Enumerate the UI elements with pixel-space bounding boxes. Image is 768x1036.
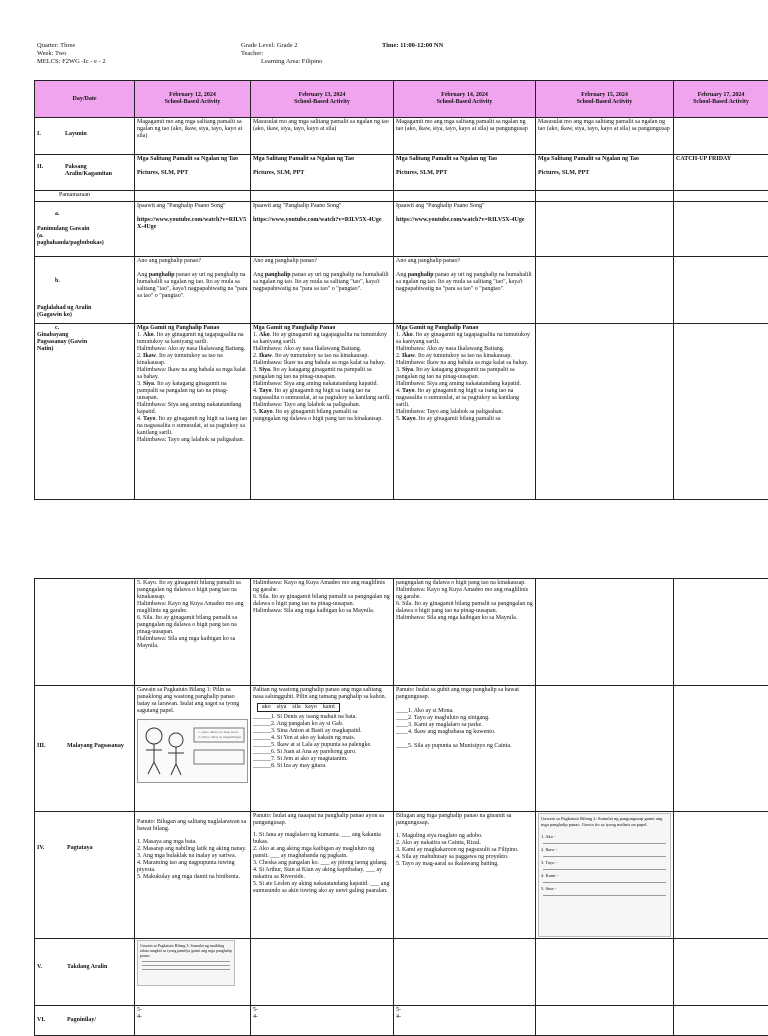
empty-cell bbox=[135, 191, 251, 202]
grade-level-label: Grade Level: Grade 2 bbox=[241, 42, 298, 50]
row-title: Panimulang Gawain (a. paghahanda/pagbubukas) bbox=[37, 226, 95, 247]
pamamaraan-text: Pamamaraan bbox=[59, 192, 90, 198]
paglalahad-cell-2 bbox=[251, 257, 394, 324]
malaya-instruction: Gawain sa Pagkatuto Bilang 1: Pilin sa panaklong ang wastong panghalip panao batay sa larawan. Isulat ang sagot sa iyong sagutang papel. bbox=[137, 687, 248, 715]
quarter-label: Quarter: Three bbox=[37, 42, 75, 50]
teacher-label: Teacher: bbox=[241, 50, 263, 58]
cont-line: 5. Kayo. Ito ay ginagamit bilang pamalit sa pangngalan ng dalawa o higit pang tao na kinakausap. bbox=[137, 580, 248, 601]
panimula-cell-1 bbox=[135, 202, 251, 257]
lesson-plan-table-continued bbox=[34, 578, 768, 1036]
row-number: V. bbox=[37, 964, 67, 971]
item-example: Halimbawa: Ikaw na ang bahala sa mga kalat sa bahay. bbox=[396, 360, 533, 367]
item-num: 3. bbox=[137, 381, 143, 387]
item-num: 2. bbox=[137, 353, 143, 359]
paksa-cell-2 bbox=[251, 155, 394, 191]
item-word: Ikaw bbox=[259, 353, 272, 359]
answer-line bbox=[543, 882, 666, 883]
reflection-value: 4- bbox=[253, 1014, 391, 1021]
usage-item bbox=[253, 388, 391, 402]
day-date: February 15, 2024 bbox=[538, 92, 671, 99]
item-example: Halimbawa: Tayo ang lalahok sa paligsahan. bbox=[253, 402, 391, 409]
children-drawing-icon bbox=[138, 720, 248, 780]
usage-item bbox=[253, 353, 391, 360]
reflection-value: 4- bbox=[396, 1014, 533, 1021]
usage-item bbox=[137, 416, 248, 437]
item-text: . Ito ay tumutukoy sa tao na kinakausap. bbox=[415, 353, 512, 359]
worksheet-item: 2. Ikaw - bbox=[541, 847, 668, 853]
day-sub: School-Based Activity bbox=[538, 99, 671, 106]
worksheet-title: Gawain sa Pagkatuto Bilang 2: Sumulat ng pangungusap gamit ang mga panghalip panao. Gawin ito sa iyong malinis na papel. bbox=[541, 816, 668, 828]
worksheet-image bbox=[538, 813, 671, 937]
def-keyword: panghalip bbox=[408, 272, 434, 278]
malaya-cell-2 bbox=[251, 686, 394, 812]
paksa-materials: Pictures, SLM, PPT bbox=[253, 170, 391, 177]
ginabayang-title: Mga Gamit ng Panghalip Panao bbox=[253, 325, 391, 332]
quiz-item: 5. Makukulay ang mga damit na binibenta. bbox=[137, 874, 248, 881]
panimula-instruction: Ipaawit ang "Panghalip Paano Song" bbox=[137, 203, 248, 210]
youtube-link[interactable]: https://www.youtube.com/watch?v=RILV5X-4Uge bbox=[253, 217, 391, 224]
empty-cell bbox=[536, 191, 674, 202]
item-text: . Ito ay ginagamit ng higit sa isang tao na nagsasalita o sumusulat, at sa pagtukoy sa kanilang sarili. bbox=[396, 388, 519, 408]
item-example: Halimbawa: Tayo ang lalahok sa paligsahan. bbox=[137, 437, 248, 444]
ginabayang-cell-3 bbox=[394, 324, 536, 500]
day-date: February 12, 2024 bbox=[137, 92, 248, 99]
item-num: 1. bbox=[253, 332, 259, 338]
item-word: Kayo bbox=[402, 416, 416, 422]
cont-line: Halimbawa: Kayo ng Kuya Amadeo mo ang maglilinis ng garahe. bbox=[137, 601, 248, 615]
item-text: . Ito ay ginagamit ng tagapagsalita na tumutukoy sa kaniyang sarili. bbox=[137, 332, 243, 345]
item-num: 3. bbox=[253, 367, 259, 373]
malaya-cell-1 bbox=[135, 686, 251, 812]
item-text: . Ito ay katagang ginagamit na pampalit sa pangalan ng tao na pinag-uusapan. bbox=[137, 381, 228, 401]
row-title: Layunin bbox=[65, 131, 87, 137]
lesson-plan-table bbox=[34, 80, 768, 500]
exercise-item: ____2. Tayo ay magluluto ng sinigang. bbox=[396, 715, 533, 722]
empty-cell bbox=[536, 257, 674, 324]
layunin-cell-4: Masusulat mo ang mga salitang pamalit sa ngalan ng tao (ako, ikaw, siya, tayo, kayo at sila) sa pangungusap bbox=[536, 118, 674, 155]
panimula-cell-2 bbox=[251, 202, 394, 257]
row-pagtataya-label bbox=[35, 812, 135, 939]
row-number: III. bbox=[37, 743, 67, 750]
quiz-item: 5. Tayo ay mag-aaral sa ikalawang baiting. bbox=[396, 861, 533, 868]
def-text: panao ay uri ng panghalip na humahalili sa ngalan ng tao. Ito ay mula sa salitang "tao", kaya't nagpapahiwatig na "para sa tao" o "pangtao". bbox=[137, 272, 247, 299]
panimula-instruction: Ipaawit ang "Panghalip Paano Song" bbox=[253, 203, 391, 210]
melcs-label: MELCS: F2WG -Ic - e - 2 bbox=[37, 58, 106, 66]
item-word: Tayo bbox=[402, 388, 414, 394]
exercise-item: ____3. Kami ay maglalaro sa parke. bbox=[396, 722, 533, 729]
assignment-worksheet-image bbox=[137, 940, 235, 986]
day-header-2 bbox=[251, 81, 394, 118]
row-title: Paksang Aralin/Kagamitan bbox=[65, 164, 127, 178]
answer-line bbox=[543, 895, 666, 896]
row-title: Pagtataya bbox=[67, 845, 127, 852]
item-example: Halimbawa: Ikaw na ang bahala sa mga kalat sa bahay. bbox=[137, 367, 248, 381]
exercise-item: ______3. Sina Anton at Basti ay magkapatid. bbox=[253, 728, 391, 735]
empty-cell bbox=[674, 812, 768, 939]
answer-line bbox=[543, 843, 666, 844]
malaya-cell-3 bbox=[394, 686, 536, 812]
worksheet-item: 4. Kami - bbox=[541, 873, 668, 879]
pagninilay-cell-1 bbox=[135, 1006, 251, 1036]
usage-item bbox=[396, 353, 533, 360]
answer-line bbox=[543, 869, 666, 870]
catchup-friday-cell: CATCH-UP FRIDAY bbox=[674, 155, 768, 191]
time-label: Time: 11:00-12:00 NN bbox=[382, 42, 443, 50]
empty-cell bbox=[536, 939, 674, 1006]
exercise-item: ______8. Si Iza ay may gitara. bbox=[253, 763, 391, 770]
item-example: Halimbawa: Siya ang aming nakatatandang kapatid. bbox=[253, 381, 391, 388]
ginabayang-title: Mga Gamit ng Panghalip Panao bbox=[396, 325, 533, 332]
quiz-item: 4. Si Arthur, Stan at Kian ay aking kapitbahay. ___ ay nakatira sa Riverside. bbox=[253, 867, 391, 881]
paksa-cell-4 bbox=[536, 155, 674, 191]
cont-line: Halimbawa: Kayo ng Kuya Amadeo mo ang maglilinis ng garahe. bbox=[396, 587, 533, 601]
row-paglalahad-label bbox=[35, 257, 135, 324]
worksheet-item: 3. Tayo - bbox=[541, 860, 668, 866]
item-text: . Ito ay tumutukoy sa tao na kinakausap. bbox=[137, 353, 223, 366]
empty-cell bbox=[536, 202, 674, 257]
answer-line bbox=[142, 969, 230, 970]
item-example: Halimbawa: Siya ang aming nakatatandang kapatid. bbox=[137, 402, 248, 416]
quiz-item: 3. Cheska ang pangalan ko. ___ ay pitong taong gulang. bbox=[253, 860, 391, 867]
cont-line: Halimbawa: Sila ang mga kaibigan ko sa Maynila. bbox=[137, 636, 248, 650]
item-word: Tayo bbox=[259, 388, 271, 394]
empty-cell bbox=[251, 939, 394, 1006]
exercise-item: ______4. Si Yen at ako ay kakain ng mais. bbox=[253, 735, 391, 742]
paglalahad-question: Ano ang panghalip panao? bbox=[253, 258, 391, 265]
pagtataya-cell-3 bbox=[394, 812, 536, 939]
empty-cell bbox=[674, 257, 768, 324]
item-num: 2. bbox=[396, 353, 402, 359]
row-paksa-label bbox=[35, 155, 135, 191]
layunin-cell-3: Magagamit mo ang mga salitang pamalit sa ngalan ng tao (ako, ikaw, siya, tayo, kayo at sila) sa pangungusap bbox=[394, 118, 536, 155]
assignment-text: Gawain sa Pagkatuto Bilang 3: Sumulat ng maikling talata tungkol sa iyong pamilya gamit ang mga panghalip panao. bbox=[140, 943, 232, 958]
empty-cell bbox=[536, 686, 674, 812]
paglalahad-question: Ano ang panghalip panao? bbox=[137, 258, 248, 265]
def-keyword: panghalip bbox=[149, 272, 175, 278]
empty-cell bbox=[536, 1006, 674, 1036]
quiz-item: 5. Si ate Leslen ay aking nakatatandang kapatid. ___ ang sumusundo sa akin tuwing ako ay uuwi galing paaralan. bbox=[253, 881, 391, 895]
paksa-topic: Mga Salitang Pamalit sa Ngalan ng Tao bbox=[253, 156, 391, 163]
row-title: Pagninilay/ bbox=[67, 1017, 127, 1024]
pagtataya-cell-1 bbox=[135, 812, 251, 939]
paksa-cell-1 bbox=[135, 155, 251, 191]
quiz-item: 3. Kami ay magkakaroon ng pagsusulit sa Filipino. bbox=[396, 847, 533, 854]
empty-cell bbox=[674, 579, 768, 686]
paglalahad-definition bbox=[253, 272, 391, 293]
item-word: Ikaw bbox=[402, 353, 415, 359]
empty-cell bbox=[674, 1006, 768, 1036]
row-panimula-label bbox=[35, 202, 135, 257]
item-text: . Ito ay ginagamit bilang pamalit sa bbox=[416, 416, 501, 422]
week-label: Week: Two bbox=[37, 50, 66, 58]
quiz-item: 1. Maguling siya maglato ng adobo. bbox=[396, 833, 533, 840]
pagtataya-cell-2 bbox=[251, 812, 394, 939]
item-text: . Ito ay ginagamit ng higit sa isang tao na nagsasalita o sumusulat, at sa pagtukoy sa kanilang sarili. bbox=[137, 416, 247, 436]
panimula-cell-3 bbox=[394, 202, 536, 257]
item-num: 3. bbox=[396, 367, 402, 373]
item-num: 2. bbox=[253, 353, 259, 359]
worksheet-item: 5. Sina - bbox=[541, 886, 668, 892]
day-sub: School-Based Activity bbox=[676, 99, 766, 106]
quiz-item: 4. Sila ay mahuhusay sa paggawa ng proyekto. bbox=[396, 854, 533, 861]
reflection-value: 5- bbox=[253, 1007, 391, 1014]
day-header-3 bbox=[394, 81, 536, 118]
day-sub: School-Based Activity bbox=[137, 99, 248, 106]
item-example: Halimbawa: Ikaw na ang bahala sa mga kalat sa bahay. bbox=[253, 360, 391, 367]
pagninilay-cell-2 bbox=[251, 1006, 394, 1036]
def-text: Ang bbox=[137, 272, 149, 278]
empty-cell bbox=[674, 191, 768, 202]
usage-item bbox=[137, 332, 248, 346]
cont-cell-3 bbox=[394, 579, 536, 686]
learning-area-label: Learning Area: Filipino bbox=[261, 58, 322, 66]
layunin-cell-5 bbox=[674, 118, 768, 155]
item-num: 5. bbox=[396, 416, 402, 422]
row-title: Takdang Aralin bbox=[67, 964, 127, 971]
layunin-cell-2: Masusulat mo ang mga salitang pamalit sa ngalan ng tao (ako, ikaw, siya, tayo, kayo at sila) bbox=[251, 118, 394, 155]
row-number: b. bbox=[55, 278, 75, 285]
row-number: VI. bbox=[37, 1017, 67, 1024]
row-number: c. bbox=[55, 325, 75, 332]
cont-line: Halimbawa: Kayo ng Kuya Amadeo mo ang maglilinis ng garahe. bbox=[253, 580, 391, 594]
pagtataya-instruction: Panuto: Bilugan ang salitang naglalarawan sa bawat bilang. bbox=[137, 819, 248, 833]
def-text: Ang bbox=[253, 272, 265, 278]
ginabayang-title: Mga Gamit ng Panghalip Panao bbox=[137, 325, 248, 332]
paglalahad-cell-3 bbox=[394, 257, 536, 324]
cont-line: 6. Sila. Ito ay ginagamit bilang pamalit sa pangngalan ng dalawa o higit pang tao na pinag-uusapan. bbox=[253, 594, 391, 608]
day-sub: School-Based Activity bbox=[253, 99, 391, 106]
empty-cell bbox=[394, 191, 536, 202]
empty-cell bbox=[536, 579, 674, 686]
item-num: 4. bbox=[137, 416, 143, 422]
item-num: 1. bbox=[137, 332, 143, 338]
empty-cell bbox=[536, 324, 674, 500]
paglalahad-question: Ano ang panghalip panao? bbox=[396, 258, 533, 265]
paglalahad-definition bbox=[137, 272, 248, 300]
usage-item bbox=[253, 367, 391, 381]
item-example: Halimbawa: Ako ay nasa Ikalawang Baitang. bbox=[137, 346, 248, 353]
empty-cell bbox=[674, 324, 768, 500]
item-text: . Ito ay ginagamit ng higit sa isang tao na nagsasalita o sumusulat, at sa pagtukoy sa kanilang sarili. bbox=[253, 388, 391, 401]
item-text-cont: pangngalan ng dalawa o higit pang tao na kinakausap. bbox=[253, 416, 391, 423]
row-ginabayang-label bbox=[35, 324, 135, 500]
day-header-1 bbox=[135, 81, 251, 118]
quiz-item: 4. Maraming tao ang nagpupunta tuwing piyesta. bbox=[137, 860, 248, 874]
malaya-instruction: Panuto: Isulat sa guhit ang mga panghalip sa bawat pangungusap. bbox=[396, 687, 533, 701]
item-example: Halimbawa: Ako ay nasa Ikalawang Baitang. bbox=[253, 346, 391, 353]
exercise-item: ____4. Ikaw ang magbabasa ng kuwento. bbox=[396, 729, 533, 736]
quiz-item: 2. Masarap ang nabiling latik ng aking nanay. bbox=[137, 846, 248, 853]
cont-line: Halimbawa: Sila ang mga kaibigan ko sa Maynila. bbox=[253, 608, 391, 615]
paksa-topic: Mga Salitang Pamalit sa Ngalan ng Tao bbox=[137, 156, 248, 163]
item-text: . Ito ay ginagamit bilang pamalit sa bbox=[273, 409, 358, 415]
exercise-item: ______1. Si Denis ay isang mabait na bata. bbox=[253, 714, 391, 721]
row-layunin-label bbox=[35, 118, 135, 155]
quiz-item: 2. Ako at ang aking mga kaibigan ay magluluto ng pansit. ___ ay maghahanda ng pagkain. bbox=[253, 846, 391, 860]
item-num: 4. bbox=[396, 388, 402, 394]
usage-item bbox=[396, 332, 533, 346]
quiz-item: 2. Ako ay nakatira sa Cainta, Rizal. bbox=[396, 840, 533, 847]
def-text: Ang bbox=[396, 272, 408, 278]
pronoun-choice-box: ako siya sila kayo kami bbox=[257, 703, 340, 712]
row-pagninilay-label bbox=[35, 1006, 135, 1036]
item-example: Halimbawa: Ako ay nasa Ikalawang Baitang. bbox=[396, 346, 533, 353]
item-word: Siya bbox=[143, 381, 154, 387]
usage-item bbox=[396, 416, 533, 423]
day-sub: School-Based Activity bbox=[396, 99, 533, 106]
def-text: panao ay uri ng panghalip na humahalili sa ngalan ng tao. Ito ay mula sa salitang "tao", kaya't nagpapahiwatig na "para sa tao" o "pangtao". bbox=[396, 272, 532, 292]
paksa-topic: Mga Salitang Pamalit sa Ngalan ng Tao bbox=[538, 156, 671, 163]
reflection-value: 4- bbox=[137, 1014, 248, 1021]
usage-item bbox=[253, 332, 391, 346]
exercise-item: ______7. Si Jem at ako ay magtatanim. bbox=[253, 756, 391, 763]
quiz-item: 3. Ang mga bulaklak na inalay ay sariwa. bbox=[137, 853, 248, 860]
day-date: February 14, 2024 bbox=[396, 92, 533, 99]
row-takdang-label bbox=[35, 939, 135, 1006]
pagtataya-instruction: Bilugan ang mga panghalip panao na ginamit sa pangungusap. bbox=[396, 813, 533, 827]
takdang-cell-1 bbox=[135, 939, 251, 1006]
item-num: 4. bbox=[253, 388, 259, 394]
item-text: . Ito ay ginagamit ng tagapagsalita na tumutukoy sa kaniyang sarili. bbox=[253, 332, 387, 345]
pagtataya-cell-4 bbox=[536, 812, 674, 939]
item-word: Ako bbox=[402, 332, 413, 338]
empty-cell bbox=[35, 579, 135, 686]
row-number: IV. bbox=[37, 845, 67, 852]
empty-cell bbox=[394, 939, 536, 1006]
malaya-instruction: Palitan ng wastong panghalip panao ang mga salitang nasa salungguhit. Pilin ang tamang panghalip sa kahon. bbox=[253, 687, 391, 701]
item-word: Tayo bbox=[143, 416, 155, 422]
paksa-materials: Pictures, SLM, PPT bbox=[538, 170, 671, 177]
worksheet-item: 1. Ako - bbox=[541, 834, 668, 840]
quiz-item: 1. Si Jana ay maglalaro ng kumanta. ___ ang kakanta bukas. bbox=[253, 832, 391, 846]
ginabayang-cell-2 bbox=[251, 324, 394, 500]
usage-item bbox=[137, 381, 248, 402]
usage-item bbox=[253, 409, 391, 416]
cont-line: pangngalan ng dalawa o higit pang tao na kinakausap. bbox=[396, 580, 533, 587]
item-text: . Ito ay tumutukoy sa tao na kinakausap. bbox=[272, 353, 369, 359]
answer-line bbox=[142, 961, 230, 962]
ginabayang-cell-1 bbox=[135, 324, 251, 500]
item-example: Halimbawa: Siya ang aming nakatatandang kapatid. bbox=[396, 381, 533, 388]
usage-item bbox=[396, 367, 533, 381]
illustration-caption: 1. (Ako, Ikaw) ay mag-aaral. 2. (Tayo, Sila) ay magkaibigan. bbox=[198, 730, 242, 740]
row-title: Paglalahad ng Aralin (Gagawin ko) bbox=[37, 305, 95, 319]
paglalahad-cell-1 bbox=[135, 257, 251, 324]
item-text: . Ito ay ginagamit ng tagapagsalita na tumutukoy sa kaniyang sarili. bbox=[396, 332, 530, 345]
row-title: Malayang Pagsasanay bbox=[67, 743, 127, 750]
exercise-item: ____1. Ako ay si Mona. bbox=[396, 708, 533, 715]
day-date: February 13, 2024 bbox=[253, 92, 391, 99]
item-word: Ako bbox=[143, 332, 154, 338]
day-header-5 bbox=[674, 81, 768, 118]
cont-line: 6. Sila. Ito ay ginagamit bilang pamalit sa pangngalan ng dalawa o higit pang tao na pinag-uusapan. bbox=[137, 615, 248, 636]
day-date-header: Day/Date bbox=[35, 81, 135, 118]
row-number: a. bbox=[55, 211, 75, 218]
answer-line bbox=[142, 965, 230, 966]
row-title: Ginabayang Pagsasanay (Gawin Natin) bbox=[37, 332, 95, 353]
panimula-instruction: Ipaawit ang "Panghalip Paano Song" bbox=[396, 203, 533, 210]
item-word: Siya bbox=[402, 367, 413, 373]
item-text: . Ito ay katagang ginagamit na pampalit sa pangalan ng tao na pinag-uusapan. bbox=[396, 367, 515, 380]
paksa-cell-3 bbox=[394, 155, 536, 191]
def-keyword: panghalip bbox=[265, 272, 291, 278]
empty-cell bbox=[674, 686, 768, 812]
exercise-item: ______2. Ang pangalan ko ay si Gab. bbox=[253, 721, 391, 728]
layunin-cell-1: Magagamit mo ang mga salitang pamalit sa ngalan ng tao (ako, ikaw, siya, tayo, kayo at sila) bbox=[135, 118, 251, 155]
item-text: . Ito ay katagang ginagamit na pampalit sa pangalan ng tao na pinag-uusapan. bbox=[253, 367, 372, 380]
reflection-value: 5- bbox=[396, 1007, 533, 1014]
cont-cell-2 bbox=[251, 579, 394, 686]
item-word: Ako bbox=[259, 332, 270, 338]
empty-cell bbox=[251, 191, 394, 202]
pagtataya-instruction: Panuto: Isulat ang naaapat na panghalip panao ayon sa pangungusap. bbox=[253, 813, 391, 827]
usage-item bbox=[396, 388, 533, 409]
exercise-item: ______6. Si Juan at Ana ay parehong guro. bbox=[253, 749, 391, 756]
def-text: panao ay uri ng panghalip na humahalili sa ngalan ng tao. Ito ay mula sa salitang "tao", kaya't nagpapahiwatig na "para sa tao" o "pangtao". bbox=[253, 272, 389, 292]
pamamaraan-label bbox=[35, 191, 135, 202]
exercise-item: ____5. Sila ay pupunta sa Munisipyo ng Cainta. bbox=[396, 743, 533, 750]
quiz-item: 1. Masaya ang mga bata. bbox=[137, 839, 248, 846]
day-header-4 bbox=[536, 81, 674, 118]
cont-line: 6. Sila. Ito ay ginagamit bilang pamalit sa pangngalan ng dalawa o higit pang tao na pinag-uusapan. bbox=[396, 601, 533, 615]
youtube-link[interactable]: https://www.youtube.com/watch?v=RILV5X-4Uge bbox=[137, 217, 248, 231]
day-date: February 17, 2024 bbox=[676, 92, 766, 99]
item-example: Halimbawa: Tayo ang lalahok sa paligsahan. bbox=[396, 409, 533, 416]
paglalahad-definition bbox=[396, 272, 533, 293]
exercise-item: ______5. Ikaw at si Lala ay pupunta sa palengke. bbox=[253, 742, 391, 749]
row-number: II. bbox=[37, 164, 65, 171]
pagninilay-cell-3 bbox=[394, 1006, 536, 1036]
item-word: Kayo bbox=[259, 409, 273, 415]
row-malaya-label bbox=[35, 686, 135, 812]
children-illustration bbox=[137, 719, 248, 783]
item-word: Siya bbox=[259, 367, 270, 373]
item-num: 1. bbox=[396, 332, 402, 338]
paksa-materials: Pictures, SLM, PPT bbox=[396, 170, 533, 177]
paksa-topic: Mga Salitang Pamalit sa Ngalan ng Tao bbox=[396, 156, 533, 163]
item-word: Ikaw bbox=[143, 353, 156, 359]
empty-cell bbox=[674, 939, 768, 1006]
youtube-link[interactable]: https://www.youtube.com/watch?v=RILV5X-4Uge bbox=[396, 217, 533, 224]
empty-cell bbox=[674, 202, 768, 257]
answer-line bbox=[543, 856, 666, 857]
cont-cell-1 bbox=[135, 579, 251, 686]
cont-line: Halimbawa: Sila ang mga kaibigan ko sa Maynila. bbox=[396, 615, 533, 622]
row-number: I. bbox=[37, 131, 65, 138]
paksa-materials: Pictures, SLM, PPT bbox=[137, 170, 248, 177]
usage-item bbox=[137, 353, 248, 367]
item-num: 5. bbox=[253, 409, 259, 415]
reflection-value: 5- bbox=[137, 1007, 248, 1014]
